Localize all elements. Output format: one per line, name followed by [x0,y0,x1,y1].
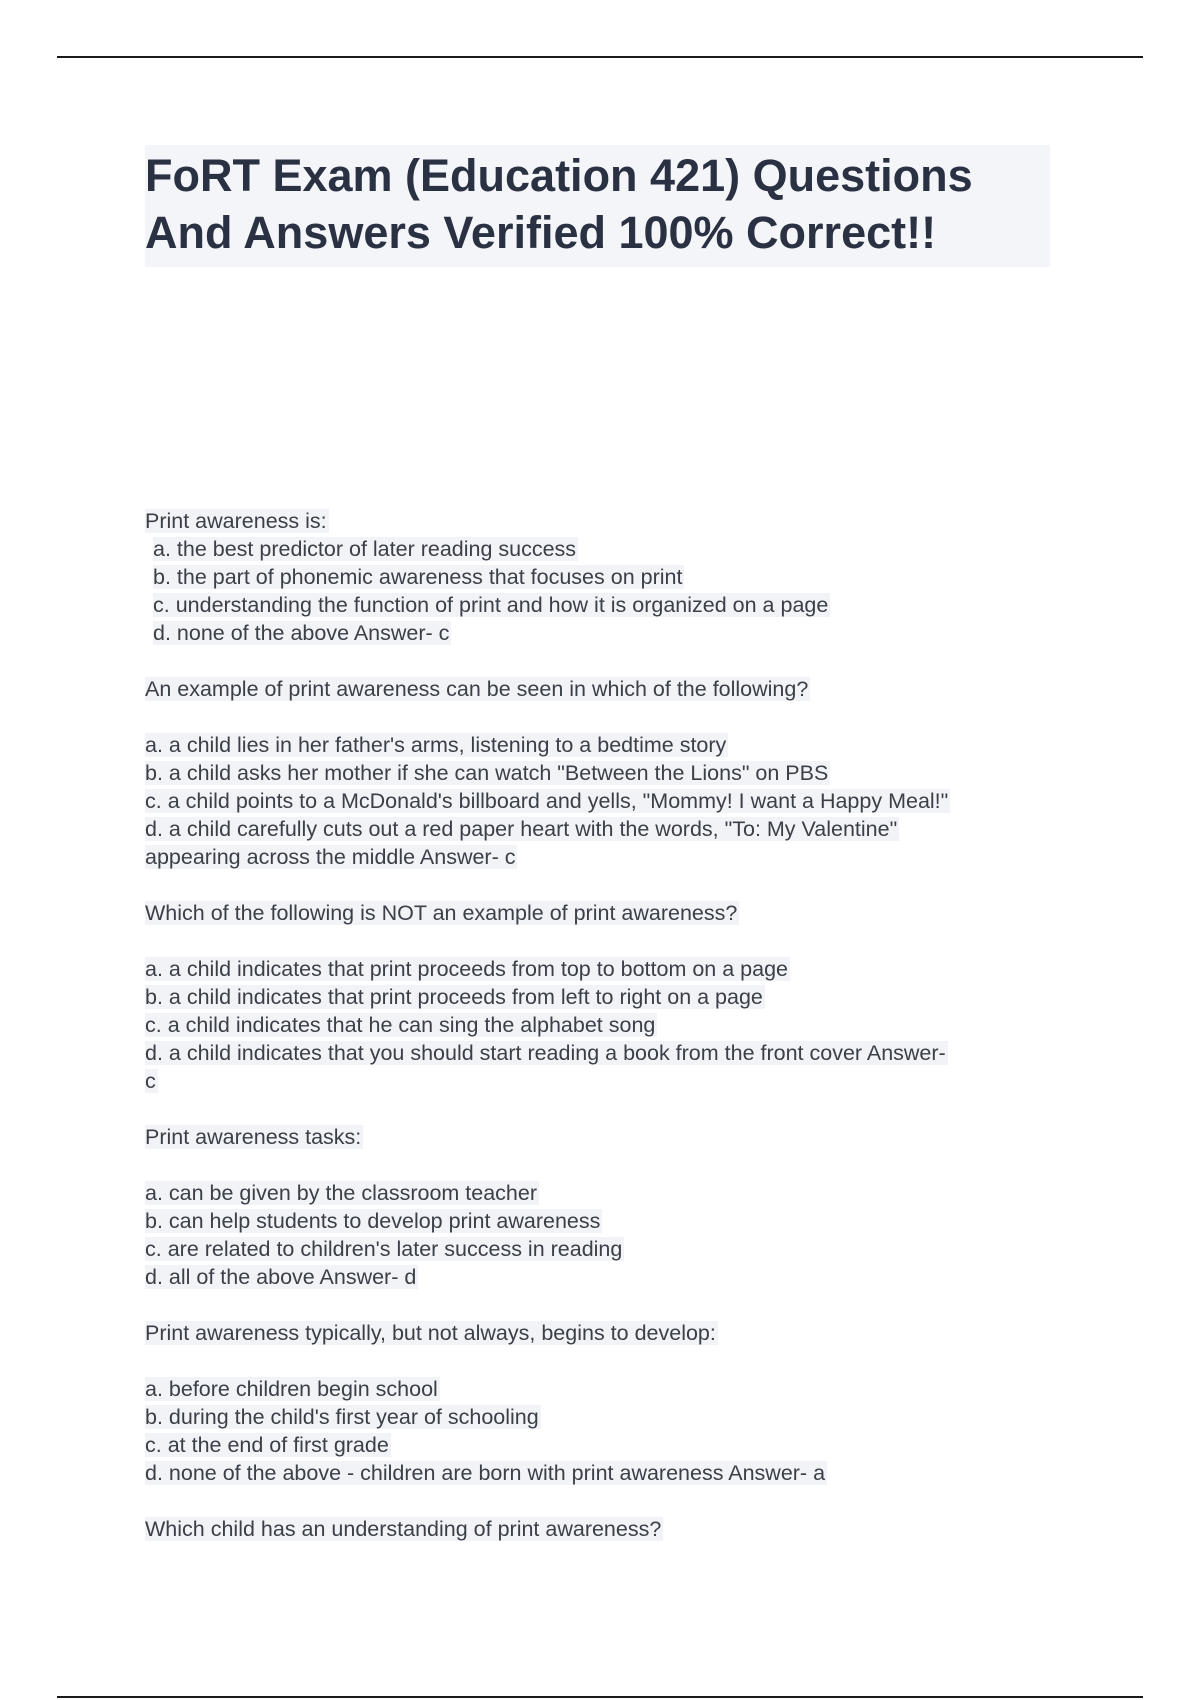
answer-option: c. understanding the function of print and how it is organized on a page [153,593,829,617]
question-list [145,507,1065,1571]
question-text: Which child has an understanding of print awareness? [145,1517,662,1541]
question-text: Print awareness tasks: [145,1125,362,1149]
answer-option: a. a child lies in her father's arms, listening to a bedtime story [145,733,727,757]
answer-option: b. during the child's first year of schooling [145,1405,539,1429]
answer-option: c. are related to children's later success in reading [145,1237,623,1261]
bottom-rule [57,1696,1143,1698]
answer-option: b. can help students to develop print awareness [145,1209,601,1233]
answer-option: a. a child indicates that print proceeds from top to bottom on a page [145,957,788,981]
top-rule [57,56,1143,58]
answer-option: a. before children begin school [145,1377,438,1401]
answer-option: d. all of the above Answer- d [145,1265,417,1289]
title-line-2: And Answers Verified 100% Correct!! [145,207,937,258]
answer-option-continuation: c [145,1069,156,1093]
answer-option: c. at the end of first grade [145,1433,389,1457]
answer-option: d. a child indicates that you should start reading a book from the front cover Answer- [145,1041,946,1065]
question-block [145,675,1065,871]
answer-option: b. the part of phonemic awareness that focuses on print [153,565,683,589]
answer-option: c. a child indicates that he can sing the alphabet song [145,1013,656,1037]
question-text: Print awareness is: [145,509,327,533]
answer-option: b. a child asks her mother if she can watch "Between the Lions" on PBS [145,761,829,785]
question-block [145,1123,1065,1291]
answer-option: d. a child carefully cuts out a red paper heart with the words, "To: My Valentine" [145,817,898,841]
question-block [145,1515,1065,1543]
question-text: An example of print awareness can be seen in which of the following? [145,677,809,701]
question-text: Which of the following is NOT an example of print awareness? [145,901,738,925]
answer-option: b. a child indicates that print proceeds from left to right on a page [145,985,763,1009]
document-title [145,145,1050,267]
question-block [145,1319,1065,1487]
answer-option: a. can be given by the classroom teacher [145,1181,537,1205]
answer-option-continuation: appearing across the middle Answer- c [145,845,516,869]
answer-option: d. none of the above Answer- c [153,621,450,645]
answer-option: d. none of the above - children are born with print awareness Answer- a [145,1461,826,1485]
answer-option: a. the best predictor of later reading success [153,537,577,561]
answer-option: c. a child points to a McDonald's billboard and yells, "Mommy! I want a Happy Meal!" [145,789,949,813]
question-text: Print awareness typically, but not always, begins to develop: [145,1321,716,1345]
question-block [145,899,1065,1095]
question-block [145,507,1065,647]
title-line-1: FoRT Exam (Education 421) Questions [145,150,973,201]
